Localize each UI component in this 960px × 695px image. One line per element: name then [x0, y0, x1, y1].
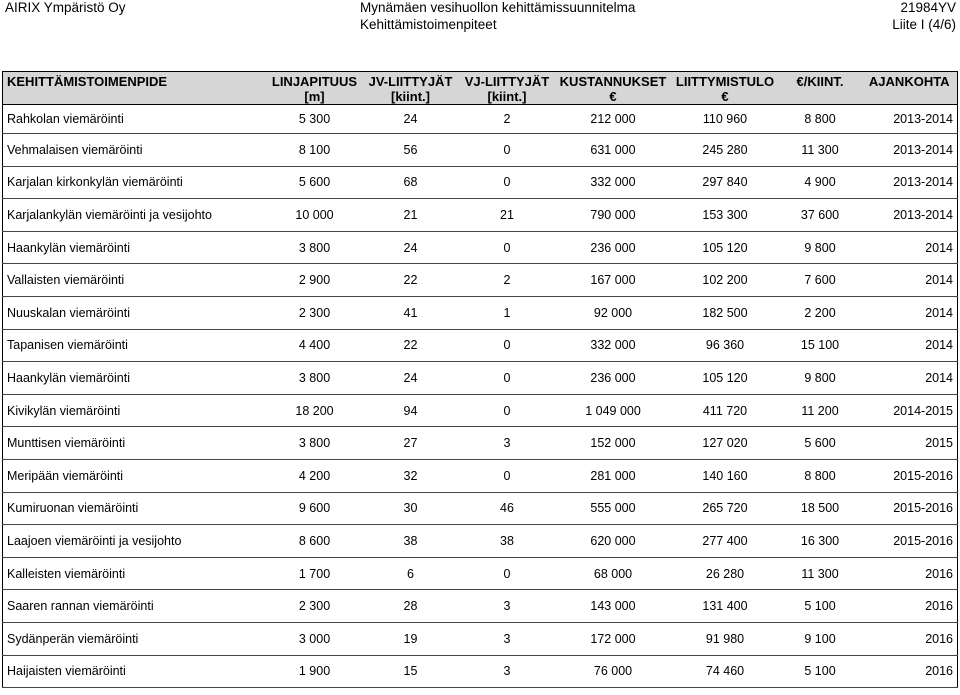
table-row — [3, 655, 958, 688]
value-cell: 3 800 — [268, 231, 362, 264]
value-cell: 24 — [362, 105, 460, 134]
value-cell: 2 200 — [779, 296, 862, 329]
value-cell: 0 — [460, 134, 555, 167]
value-cell: 105 120 — [672, 362, 779, 395]
value-cell: 0 — [460, 166, 555, 199]
value-cell: 4 400 — [268, 329, 362, 362]
column-header-line1: AJANKOHTA — [868, 74, 950, 89]
measure-name-cell: Haankylän viemäröinti — [3, 231, 268, 264]
measure-name-cell: Kalleisten viemäröinti — [3, 557, 268, 590]
column-header-line2: € — [721, 89, 729, 104]
value-cell: 22 — [362, 264, 460, 297]
value-cell: 152 000 — [555, 427, 672, 460]
value-cell: 15 — [362, 655, 460, 688]
document-subtitle: Kehittämistoimenpiteet — [360, 17, 497, 32]
value-cell: 3 000 — [268, 622, 362, 655]
measure-name-cell: Kumiruonan viemäröinti — [3, 492, 268, 525]
page-label: Liite I (4/6) — [892, 17, 956, 32]
value-cell: 16 300 — [779, 525, 862, 558]
value-cell: 37 600 — [779, 199, 862, 232]
value-cell: 127 020 — [672, 427, 779, 460]
value-cell: 102 200 — [672, 264, 779, 297]
value-cell: 3 — [460, 590, 555, 623]
value-cell: 46 — [460, 492, 555, 525]
measure-name-cell: Sydänperän viemäröinti — [3, 622, 268, 655]
value-cell: 3 — [460, 622, 555, 655]
value-cell: 15 100 — [779, 329, 862, 362]
table-row — [3, 525, 958, 558]
table-row — [3, 166, 958, 199]
value-cell: 236 000 — [555, 362, 672, 395]
value-cell: 3 — [460, 655, 555, 688]
value-cell: 92 000 — [555, 296, 672, 329]
value-cell: 11 300 — [779, 134, 862, 167]
value-cell: 27 — [362, 427, 460, 460]
value-cell: 30 — [362, 492, 460, 525]
value-cell: 9 600 — [268, 492, 362, 525]
value-cell: 3 800 — [268, 362, 362, 395]
value-cell: 297 840 — [672, 166, 779, 199]
column-header-line1: KEHITTÄMISTOIMENPIDE — [7, 74, 168, 89]
value-cell: 0 — [460, 231, 555, 264]
column-header-line2: [m] — [304, 89, 325, 104]
value-cell: 2015 — [862, 427, 958, 460]
table-row — [3, 199, 958, 232]
column-header-line2: € — [609, 89, 617, 104]
value-cell: 9 100 — [779, 622, 862, 655]
value-cell: 68 000 — [555, 557, 672, 590]
value-cell: 4 900 — [779, 166, 862, 199]
table-row — [3, 492, 958, 525]
value-cell: 68 — [362, 166, 460, 199]
document-number: 21984YV — [900, 0, 956, 15]
value-cell: 32 — [362, 459, 460, 492]
column-header — [268, 72, 362, 105]
table-header — [3, 72, 958, 105]
value-cell: 9 800 — [779, 362, 862, 395]
header-row — [3, 72, 958, 105]
value-cell: 8 100 — [268, 134, 362, 167]
value-cell: 91 980 — [672, 622, 779, 655]
value-cell: 0 — [460, 459, 555, 492]
table-row — [3, 329, 958, 362]
value-cell: 3 — [460, 427, 555, 460]
value-cell: 24 — [362, 231, 460, 264]
value-cell: 2013-2014 — [862, 105, 958, 134]
measure-name-cell: Kivikylän viemäröinti — [3, 394, 268, 427]
value-cell: 131 400 — [672, 590, 779, 623]
value-cell: 631 000 — [555, 134, 672, 167]
value-cell: 153 300 — [672, 199, 779, 232]
value-cell: 2016 — [862, 622, 958, 655]
value-cell: 2014-2015 — [862, 394, 958, 427]
value-cell: 74 460 — [672, 655, 779, 688]
column-header — [555, 72, 672, 105]
value-cell: 2015-2016 — [862, 525, 958, 558]
value-cell: 172 000 — [555, 622, 672, 655]
table-row — [3, 105, 958, 134]
value-cell: 2015-2016 — [862, 492, 958, 525]
value-cell: 2014 — [862, 362, 958, 395]
measure-name-cell: Laajoen viemäröinti ja vesijohto — [3, 525, 268, 558]
measure-name-cell: Karjalankylän viemäröinti ja vesijohto — [3, 199, 268, 232]
value-cell: 620 000 — [555, 525, 672, 558]
document-title: Mynämäen vesihuollon kehittämissuunnitelma — [360, 0, 636, 15]
value-cell: 22 — [362, 329, 460, 362]
value-cell: 2015-2016 — [862, 459, 958, 492]
value-cell: 6 — [362, 557, 460, 590]
measure-name-cell: Haijaisten viemäröinti — [3, 655, 268, 688]
measure-name-cell: Saaren rannan viemäröinti — [3, 590, 268, 623]
value-cell: 94 — [362, 394, 460, 427]
value-cell: 2016 — [862, 557, 958, 590]
value-cell: 332 000 — [555, 329, 672, 362]
value-cell: 2 — [460, 105, 555, 134]
column-header-line1: €/KIINT. — [796, 74, 844, 89]
column-header-line1: JV-LIITTYJÄT — [368, 74, 453, 89]
value-cell: 19 — [362, 622, 460, 655]
table-row — [3, 134, 958, 167]
value-cell: 2 — [460, 264, 555, 297]
value-cell: 38 — [362, 525, 460, 558]
value-cell: 2016 — [862, 655, 958, 688]
value-cell: 2014 — [862, 329, 958, 362]
value-cell: 76 000 — [555, 655, 672, 688]
value-cell: 212 000 — [555, 105, 672, 134]
value-cell: 2013-2014 — [862, 166, 958, 199]
value-cell: 38 — [460, 525, 555, 558]
column-header — [362, 72, 460, 105]
value-cell: 1 700 — [268, 557, 362, 590]
value-cell: 21 — [362, 199, 460, 232]
measure-name-cell: Haankylän viemäröinti — [3, 362, 268, 395]
measure-name-cell: Karjalan kirkonkylän viemäröinti — [3, 166, 268, 199]
value-cell: 332 000 — [555, 166, 672, 199]
value-cell: 4 200 — [268, 459, 362, 492]
value-cell: 2014 — [862, 264, 958, 297]
value-cell: 2 300 — [268, 296, 362, 329]
value-cell: 245 280 — [672, 134, 779, 167]
value-cell: 41 — [362, 296, 460, 329]
value-cell: 167 000 — [555, 264, 672, 297]
value-cell: 5 600 — [779, 427, 862, 460]
value-cell: 18 200 — [268, 394, 362, 427]
value-cell: 1 — [460, 296, 555, 329]
measures-table — [2, 71, 958, 688]
column-header-line1: LINJAPITUUS — [271, 74, 358, 89]
measure-name-cell: Rahkolan viemäröinti — [3, 105, 268, 134]
value-cell: 0 — [460, 362, 555, 395]
value-cell: 24 — [362, 362, 460, 395]
column-header — [460, 72, 555, 105]
measure-name-cell: Vehmalaisen viemäröinti — [3, 134, 268, 167]
table-row — [3, 231, 958, 264]
value-cell: 2016 — [862, 590, 958, 623]
value-cell: 0 — [460, 394, 555, 427]
value-cell: 2 900 — [268, 264, 362, 297]
column-header — [779, 72, 862, 105]
measure-name-cell: Vallaisten viemäröinti — [3, 264, 268, 297]
value-cell: 2014 — [862, 296, 958, 329]
value-cell: 281 000 — [555, 459, 672, 492]
value-cell: 790 000 — [555, 199, 672, 232]
measure-name-cell: Nuuskalan viemäröinti — [3, 296, 268, 329]
value-cell: 96 360 — [672, 329, 779, 362]
value-cell: 555 000 — [555, 492, 672, 525]
value-cell: 21 — [460, 199, 555, 232]
value-cell: 2014 — [862, 231, 958, 264]
value-cell: 26 280 — [672, 557, 779, 590]
value-cell: 8 800 — [779, 105, 862, 134]
value-cell: 3 800 — [268, 427, 362, 460]
value-cell: 2013-2014 — [862, 199, 958, 232]
column-header-line1: KUSTANNUKSET — [559, 74, 667, 89]
table-row — [3, 264, 958, 297]
measure-name-cell: Meripään viemäröinti — [3, 459, 268, 492]
company-name: AIRIX Ympäristö Oy — [5, 0, 126, 15]
value-cell: 18 500 — [779, 492, 862, 525]
value-cell: 265 720 — [672, 492, 779, 525]
value-cell: 1 900 — [268, 655, 362, 688]
table-row — [3, 459, 958, 492]
measure-name-cell: Munttisen viemäröinti — [3, 427, 268, 460]
table-row — [3, 590, 958, 623]
value-cell: 0 — [460, 329, 555, 362]
value-cell: 143 000 — [555, 590, 672, 623]
value-cell: 1 049 000 — [555, 394, 672, 427]
value-cell: 140 160 — [672, 459, 779, 492]
value-cell: 411 720 — [672, 394, 779, 427]
table-body — [3, 105, 958, 688]
value-cell: 110 960 — [672, 105, 779, 134]
measure-name-cell: Tapanisen viemäröinti — [3, 329, 268, 362]
table-row — [3, 362, 958, 395]
value-cell: 5 300 — [268, 105, 362, 134]
value-cell: 105 120 — [672, 231, 779, 264]
value-cell: 9 800 — [779, 231, 862, 264]
value-cell: 277 400 — [672, 525, 779, 558]
table-row — [3, 622, 958, 655]
value-cell: 8 600 — [268, 525, 362, 558]
column-header — [3, 72, 268, 105]
value-cell: 2013-2014 — [862, 134, 958, 167]
column-header — [672, 72, 779, 105]
column-header-line1: VJ-LIITTYJÄT — [464, 74, 550, 89]
table-row — [3, 394, 958, 427]
table-row — [3, 296, 958, 329]
value-cell: 5 100 — [779, 590, 862, 623]
value-cell: 182 500 — [672, 296, 779, 329]
value-cell: 56 — [362, 134, 460, 167]
column-header — [862, 72, 958, 105]
value-cell: 0 — [460, 557, 555, 590]
table-row — [3, 427, 958, 460]
value-cell: 7 600 — [779, 264, 862, 297]
value-cell: 11 200 — [779, 394, 862, 427]
column-header-line2: [kiint.] — [391, 89, 430, 104]
value-cell: 11 300 — [779, 557, 862, 590]
table-row — [3, 557, 958, 590]
value-cell: 2 300 — [268, 590, 362, 623]
value-cell: 28 — [362, 590, 460, 623]
value-cell: 5 600 — [268, 166, 362, 199]
column-header-line2: [kiint.] — [487, 89, 527, 104]
value-cell: 10 000 — [268, 199, 362, 232]
value-cell: 8 800 — [779, 459, 862, 492]
column-header-line1: LIITTYMISTULO — [675, 74, 775, 89]
value-cell: 236 000 — [555, 231, 672, 264]
value-cell: 5 100 — [779, 655, 862, 688]
